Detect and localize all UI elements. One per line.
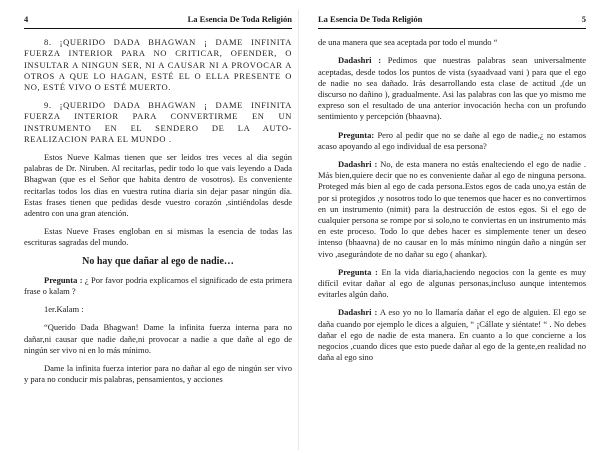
question-3 <box>318 267 586 301</box>
question-2-label: Pregunta: <box>338 129 375 140</box>
continued-sentence: de una manera que sea aceptada por todo el mundo “ <box>318 37 498 48</box>
right-running-header <box>318 14 586 29</box>
left-page-number: 4 <box>24 14 29 24</box>
dadashri-answer-2 <box>318 159 586 260</box>
dadashri-1-label: Dadashri : <box>338 55 382 66</box>
left-page <box>24 14 292 392</box>
kalam-9: 9. ¡QUERIDO DADA BHAGWAN ¡ DAME INFINITA FUERZA INTERIOR PARA CONVERTIRME EN UN INSTRUMENTO EN EL SENDERO DE LA AUTO-REALIZACION PARA EL MUNDO . <box>24 100 292 144</box>
kalam-1-label: 1er.Kalam : <box>44 304 84 315</box>
question-1 <box>24 275 292 297</box>
kalam-8: 8. ¡QUERIDO DADA BHAGWAN ¡ DAME INFINITA FUERZA INTERIOR PARA NO CRITICAR, OFENDER, O INSULTAR A NINGUN SER, NI A CAUSAR NI A PROVOCAR A OTROS A QUE LO HAGAN, ESTÉ EL O ELLA PRESENTE O NO, ESTÉ VIVO O ESTÉ MUERTO. <box>24 37 292 93</box>
dadashri-answer-3 <box>318 307 586 363</box>
question-3-label: Pregunta : <box>338 266 378 277</box>
dame-paragraph: Dame la infinita fuerza interior para no dañar al ego de ningún ser vivo y para no conducir mis palabras, pensamientos, y acciones <box>24 363 292 385</box>
dadashri-answer-1 <box>318 55 586 122</box>
left-running-title: La Esencia De Toda Religión <box>187 14 292 24</box>
question-2 <box>318 130 586 152</box>
question-2-text: Pero al pedir que no se dañe al ego de nadie,¿ no estamos acaso apoyando al ego individual de esa persona? <box>318 129 587 151</box>
question-1-text: ¿ Por favor podria explicarnos el significado de esta primera frase o kalam ? <box>24 274 293 297</box>
right-page <box>318 14 586 370</box>
dadashri-1-text: Pedimos que nuestras palabras sean universalmente aceptadas, desde todos los puntos de vista (syaadvaad vani ) para que el ego de nadie no sea dañado. Irás desarrollando esta clase de actitud ,(de un discurso no dañino ), gradualmente. Asi las palabras con las que yo mismo me expreso son el resultado de una anterior invocación hecha con un profundo sentimiento y percepción (bhaavna). <box>318 55 586 122</box>
right-running-title: La Esencia De Toda Religión <box>318 14 423 24</box>
question-3-text: En la vida diaria,haciendo negocios con la gente es muy difícil evitar dañar al ego de algunas personas,incluso aunque intentemos evitarles algún daño. <box>318 266 586 300</box>
nine-phrases-essence: Estas Nueve Frases engloban en si mismas la esencia de todas las escrituras sagradas del mundo. <box>24 226 292 248</box>
question-1-label: Pregunta : <box>44 274 83 285</box>
dadashri-3-label: Dadashri : <box>338 307 378 318</box>
left-running-header <box>24 14 292 29</box>
page-gutter <box>298 10 299 450</box>
nine-kalmas-instructions: Estos Nueve Kalmas tienen que ser leidos tres veces al dia según palabras de Dr. Niruben. Al recitarlas, pedir todo lo que vais leyendo a Dada Bhagwan (que es el Señor que habita dentro de vosotros). Es conveniente recitarlas todos los dias en vuestra rutina diaria sin dejar pasar ningún día. Estas frases tienen que pedidas desde vuestro corazón ,sintiéndolas desde adentro con una gran atención. <box>24 152 292 219</box>
dadashri-3-text: A eso yo no lo llamaría dañar el ego de alguien. El ego se daña cuando por ejemplo le dices a alguien, “ ¡Cállate y siéntate! “ . No debes dañar el ego de nadie de esta manera. En cuanto a lo que concierne a los negocios ,cuando dices que esto puede dañar al ego de la gente,en realidad no daña al ego sino <box>318 307 586 363</box>
dadashri-2-text: No, de esta manera no estás enalteciendo el ego de nadie . Más bien,quiere decir que no es conveniente dañar al ego de ninguna persona. Proteged más bien al ego de cada persona.Estos egos de cada uno,ya están de por si protegidos ,y nosotros todo lo que tenemos que hacer es no convertirnos en un instrumento (nimit) para la destrucción de estos egos. Si el ego de cualquier persona se rompe por si solo,no te conviertas en un instrumento más en este proceso. Todo lo que debes hacer es simplemente tener un deseo intenso (bhaavna) de no causar en lo más mínimo ningún daño a ningún ser vivo ,asegurándote de no dañar su ego ( ahankar). <box>318 159 587 259</box>
section-heading: No hay que dañar al ego de nadie… <box>82 255 234 267</box>
right-page-number: 5 <box>581 14 586 24</box>
kalam-1-quote: “Querido Dada Bhagwan! Dame la infinita fuerza interna para no dañar,ni causar que nadie dañe,ni provocar a nadie a que dañe al ego de ningún ser vivo ni en lo más mínimo. <box>24 322 292 355</box>
dadashri-2-label: Dadashri : <box>338 159 378 170</box>
